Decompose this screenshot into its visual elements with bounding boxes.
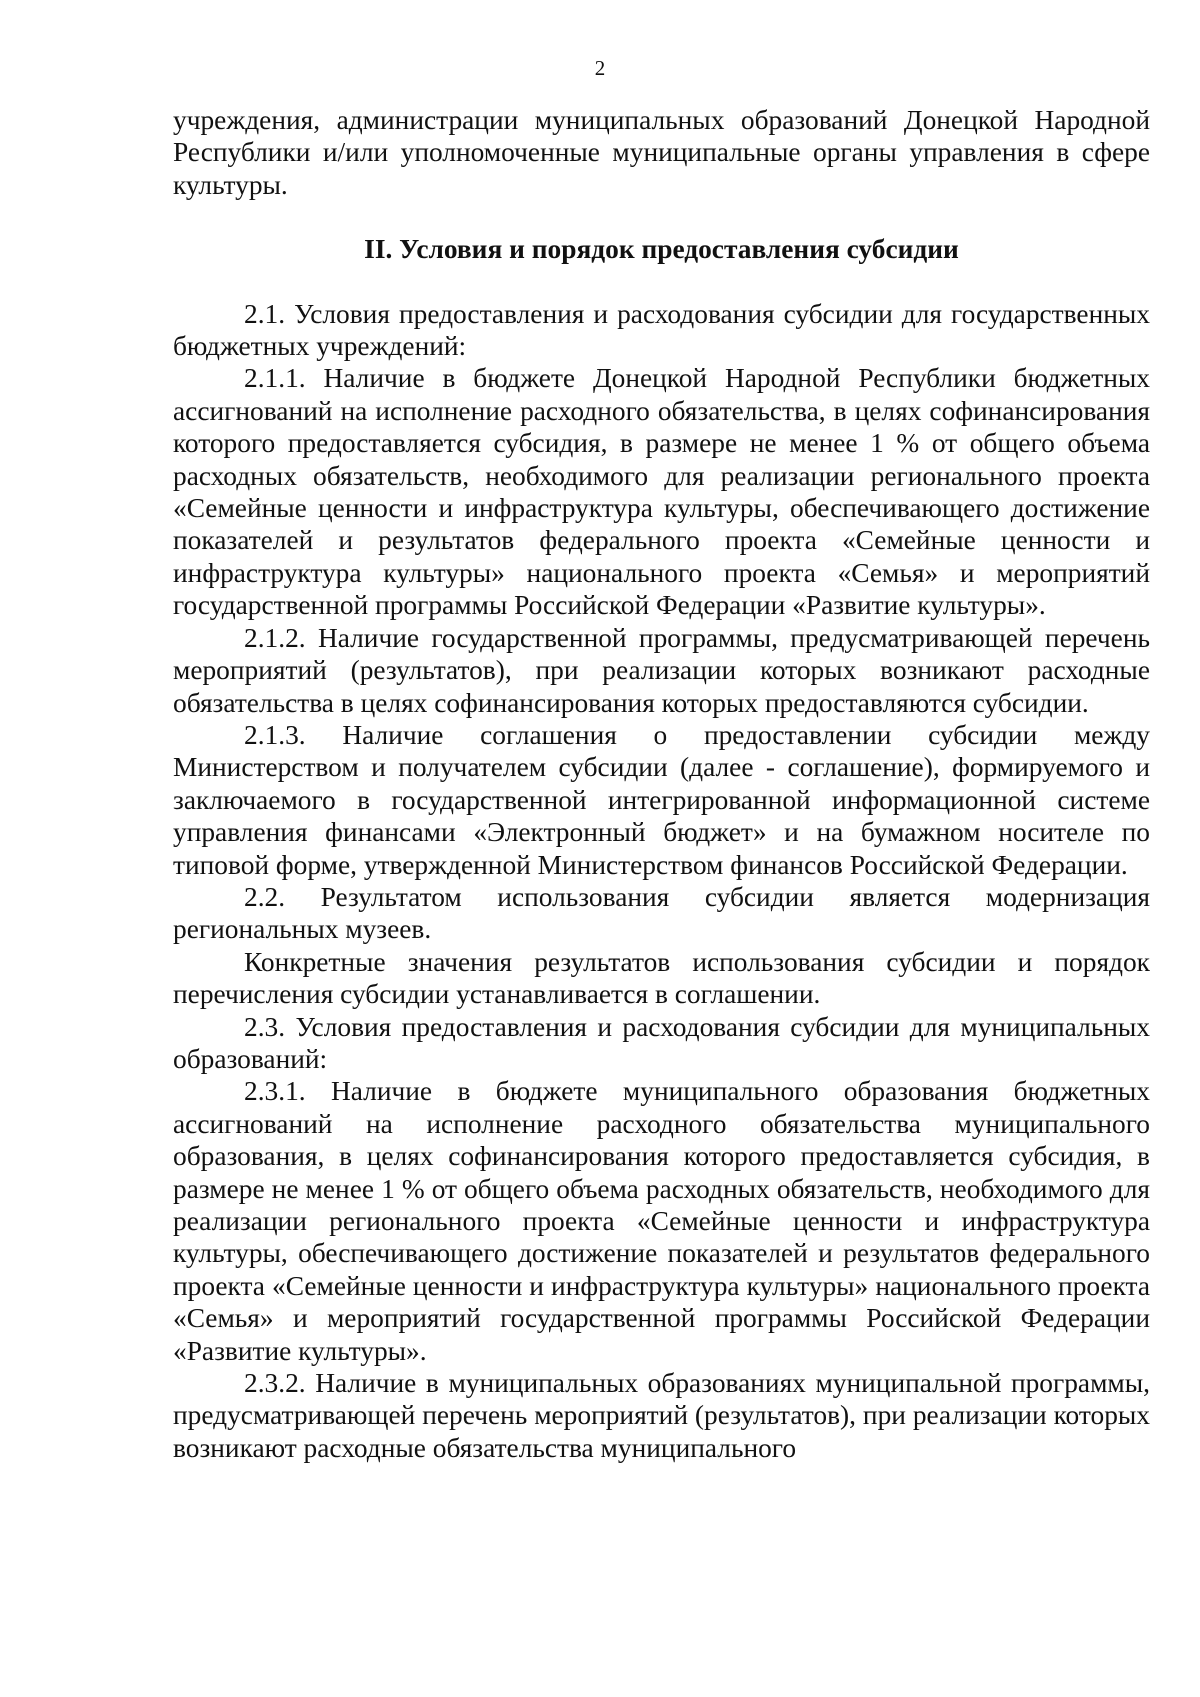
paragraph-continuation: учреждения, администрации муниципальных образований Донецкой Народной Республики и/или уполномоченные муниципальные органы управления в сфере культуры.: [173, 105, 1150, 200]
paragraph-2-1-2: 2.1.2. Наличие государственной программы, предусматривающей перечень мероприятий (результатов), при реализации которых возникают расходные обязательства в целях софинансирования которых предоставляются субсидии.: [173, 622, 1150, 718]
page-number: 2: [594, 56, 606, 80]
paragraph-2-1-1: 2.1.1. Наличие в бюджете Донецкой Народной Республики бюджетных ассигнований на исполнение расходного обязательства, в целях софинансирования которого предоставляется субсидия, в размере не менее 1 % от общего объема расходных обязательств, необходимого для реализации регионального проекта «Семейные ценности и инфраструктура культуры, обеспечивающего достижение показателей и результатов федерального проекта «Семейные ценности и инфраструктура культуры» национального проекта «Семья» и мероприятий государственной программы Российской Федерации «Развитие культуры».: [173, 363, 1150, 621]
section-heading: II. Условия и порядок предоставления субсидии: [364, 234, 959, 265]
paragraph-2-2-details: Конкретные значения результатов использования субсидии и порядок перечисления субсидии устанавливается в соглашении.: [173, 946, 1150, 1010]
paragraph-2-3-1: 2.3.1. Наличие в бюджете муниципального образования бюджетных ассигнований на исполнение расходного обязательства муниципального образования, в целях софинансирования которого предоставляется субсидия, в размере не менее 1 % от общего объема расходных обязательств, необходимого для реализации регионального проекта «Семейные ценности и инфраструктура культуры, обеспечивающего достижение показателей и результатов федерального проекта «Семейные ценности и инфраструктура культуры» национального проекта «Семья» и мероприятий государственной программы Российской Федерации «Развитие культуры».: [173, 1076, 1150, 1366]
paragraph-2-1-3: 2.1.3. Наличие соглашения о предоставлении субсидии между Министерством и получателем субсидии (далее - соглашение), формируемого и заключаемого в государственной интегрированной информационной системе управления финансами «Электронный бюджет» и на бумажном носителе по типовой форме, утвержденной Министерством финансов Российской Федерации.: [173, 719, 1150, 880]
paragraph-2-3-2: 2.3.2. Наличие в муниципальных образованиях муниципальной программы, предусматривающей перечень мероприятий (результатов), при реализации которых возникают расходные обязательства муниципального: [173, 1368, 1150, 1463]
paragraph-2-1: 2.1. Условия предоставления и расходования субсидии для государственных бюджетных учреждений:: [173, 298, 1150, 362]
paragraph-2-2: 2.2. Результатом использования субсидии является модернизация региональных музеев.: [173, 881, 1150, 945]
paragraph-2-3: 2.3. Условия предоставления и расходования субсидии для муниципальных образований:: [173, 1011, 1150, 1074]
document-body: [173, 104, 1150, 1464]
